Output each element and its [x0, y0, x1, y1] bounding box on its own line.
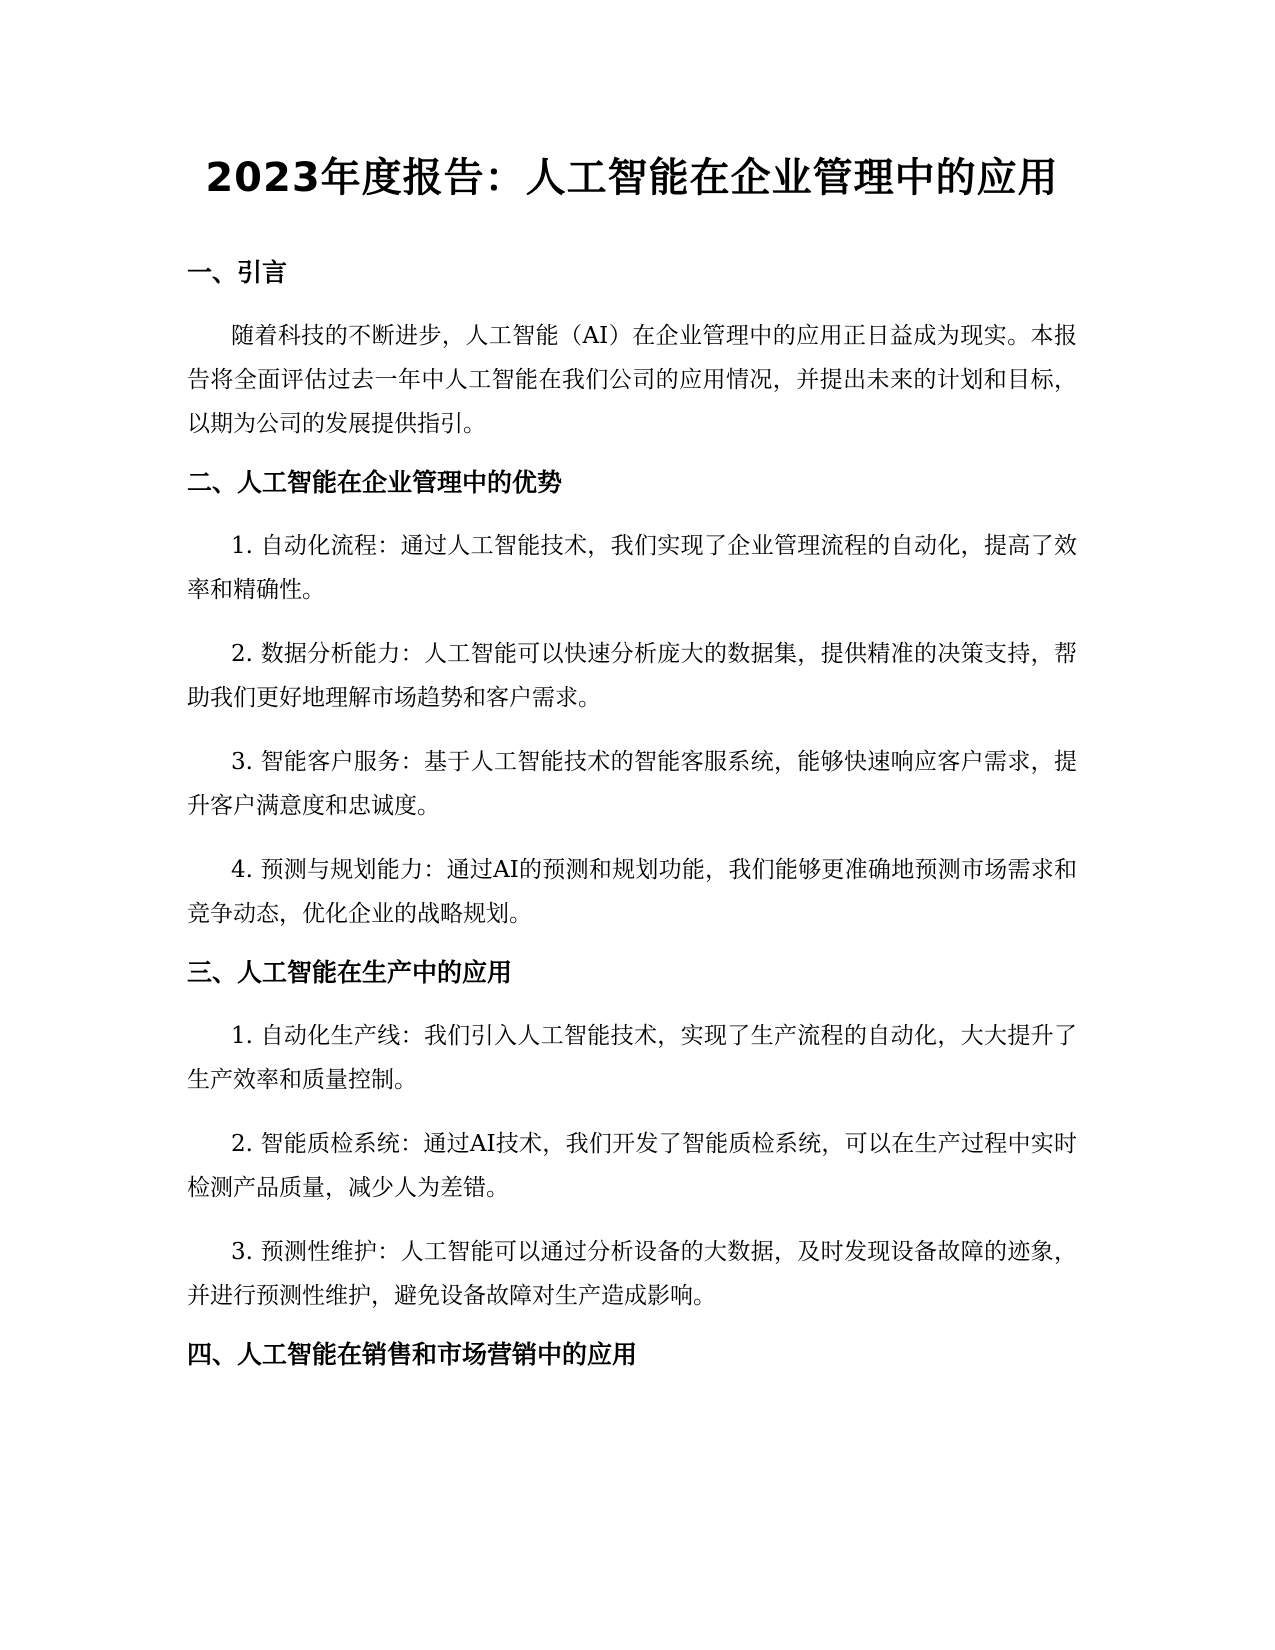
list-item: 3. 预测性维护：人工智能可以通过分析设备的大数据，及时发现设备故障的迹象，并进行预测性维护，避免设备故障对生产造成影响。 [187, 1239, 1077, 1309]
section-advantages [187, 466, 1077, 936]
list-item: 2. 智能质检系统：通过AI技术，我们开发了智能质检系统，可以在生产过程中实时检测产品质量，减少人为差错。 [187, 1131, 1077, 1201]
section-heading: 四、人工智能在销售和市场营销中的应用 [187, 1340, 638, 1369]
document-title: 2023年度报告：人工智能在企业管理中的应用 [205, 155, 1059, 201]
section-introduction [187, 256, 1077, 446]
section-heading: 二、人工智能在企业管理中的优势 [187, 468, 563, 497]
section-production [187, 956, 1077, 1318]
paragraph: 随着科技的不断进步，人工智能（AI）在企业管理中的应用正日益成为现实。本报告将全面评估过去一年中人工智能在我们公司的应用情况，并提出未来的计划和目标，以期为公司的发展提供指引。 [187, 323, 1077, 437]
list-item: 4. 预测与规划能力：通过AI的预测和规划功能，我们能够更准确地预测市场需求和竞争动态，优化企业的战略规划。 [187, 857, 1077, 927]
section-sales-marketing [187, 1338, 1077, 1372]
section-heading: 一、引言 [187, 258, 288, 287]
document-page [187, 140, 1077, 1396]
list-item: 1. 自动化生产线：我们引入人工智能技术，实现了生产流程的自动化，大大提升了生产效率和质量控制。 [187, 1023, 1077, 1093]
section-heading: 三、人工智能在生产中的应用 [187, 958, 513, 987]
list-item: 1. 自动化流程：通过人工智能技术，我们实现了企业管理流程的自动化，提高了效率和精确性。 [187, 533, 1077, 603]
list-item: 3. 智能客户服务：基于人工智能技术的智能客服系统，能够快速响应客户需求，提升客户满意度和忠诚度。 [187, 749, 1077, 819]
list-item: 2. 数据分析能力：人工智能可以快速分析庞大的数据集，提供精准的决策支持，帮助我们更好地理解市场趋势和客户需求。 [187, 641, 1077, 711]
